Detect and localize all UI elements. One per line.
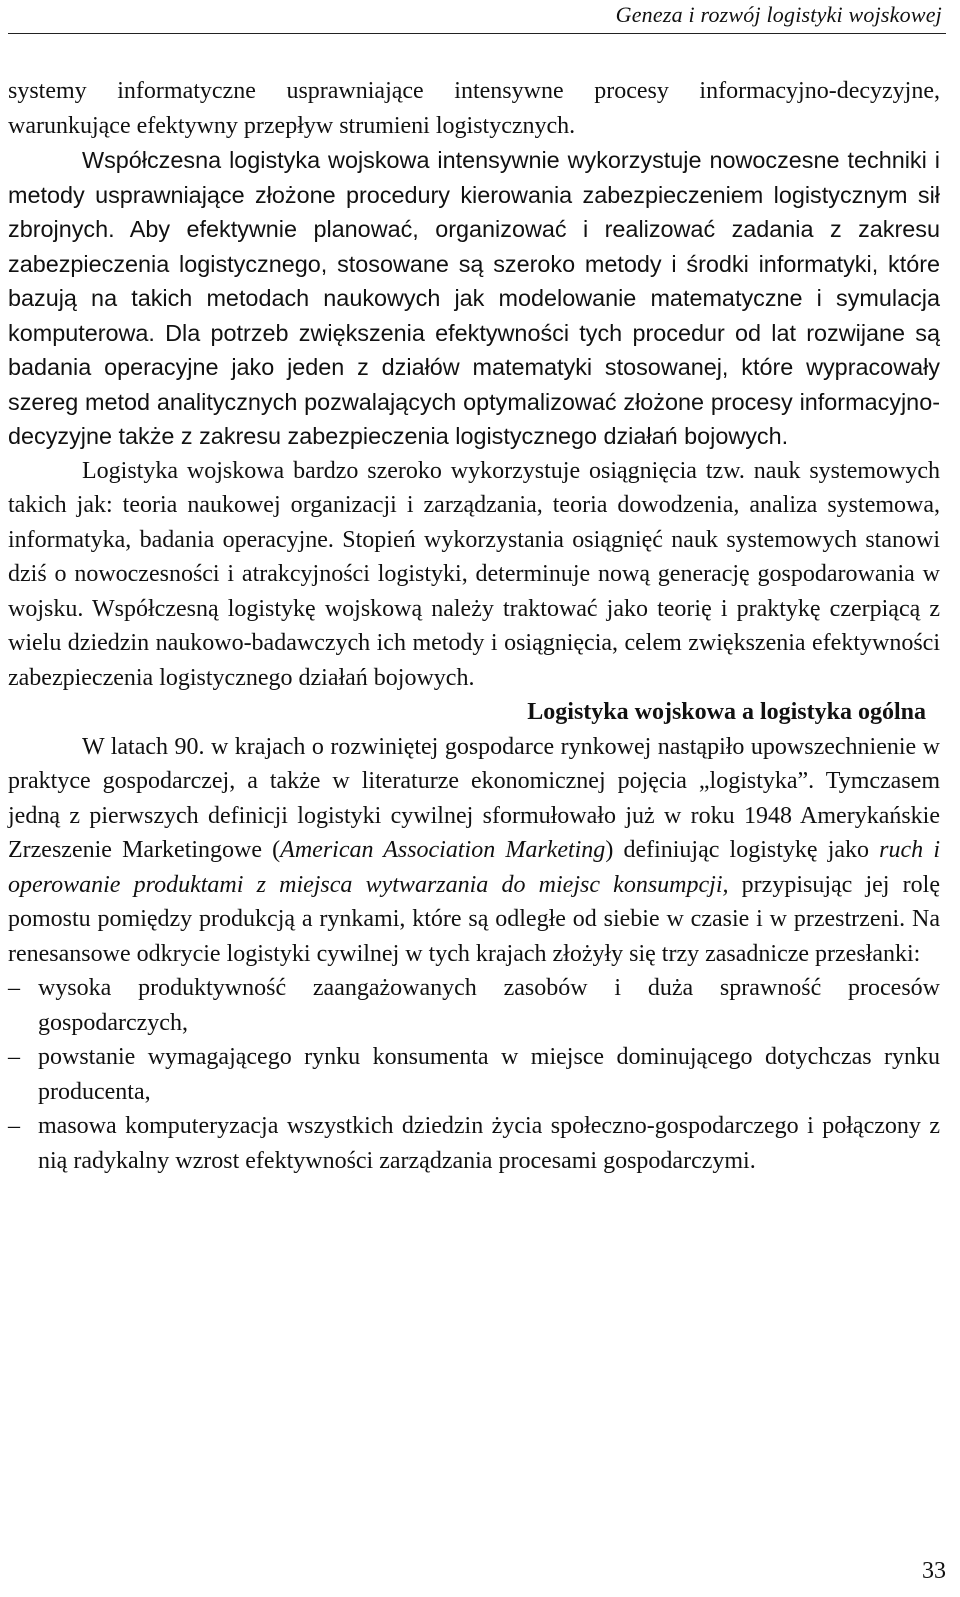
italic-organization-name: American Association Marketing — [280, 837, 606, 863]
dash-marker: – — [8, 1113, 20, 1139]
list-item — [8, 971, 940, 1040]
section-heading: Logistyka wojskowa a logistyka ogólna — [527, 699, 926, 725]
page-number: 33 — [922, 1558, 946, 1584]
premises-list — [8, 971, 940, 1178]
paragraph-modern-logistics: Współczesna logistyka wojskowa intensywnie wykorzystuje nowoczesne techniki i metody usprawniające złożone procedury kierowania zabezpieczeniem logistycznym sił zbrojnych. Aby efektywnie planować, organizować i realizować zadania z zakresu zabezpieczenia logistycznego, stosowane są szeroko metody i środki informatyki, które bazują na takich metodach naukowych jak modelowanie matematyczne i symulacja komputerowa. Dla potrzeb zwiększenia efektywności tych procedur od lat rozwijane są badania operacyjne jako jeden z działów matematyki stosowanej, które wypracowały szereg metod analitycznych pozwalających optymalizować złożone procesy informacyjno-decyzyjne także z zakresu zabezpieczenia logistycznego działań bojowych. — [8, 147, 940, 449]
running-header: Geneza i rozwój logistyki wojskowej — [615, 2, 942, 27]
text-segment: W latach 90. w krajach o rozwiniętej gospodarce rynkowej nastąpiło upowszechnienie w praktyce gospodarczej, a także w literaturze ekonomicznej pojęcia „logistyka”. Tymczasem jedną z pierwszych definicji logistyki cywilnej sformułowało już w roku 1948 Amerykańskie Zrzeszenie Marketingowe ( — [8, 733, 940, 863]
list-item — [8, 1109, 940, 1178]
dash-marker: – — [8, 975, 20, 1001]
dash-marker: – — [8, 1044, 20, 1070]
list-item — [8, 1040, 940, 1109]
list-item-text: wysoka produktywność zaangażowanych zasobów i duża sprawność procesów gospodarczych, — [38, 975, 940, 1036]
body-text — [8, 74, 940, 1178]
italic-definition: ruch i operowanie produktami z miejsca wytwarzania do miejsc konsumpcji, — [8, 837, 940, 898]
text-segment: przypisując jej rolę pomostu pomiędzy produkcją a rynkami, które są odległe od siebie w czasie i w przestrzeni. Na renesansowe odkrycie logistyki cywilnej w tych krajach złożyły się trzy zasadnicze przesłanki: — [8, 871, 940, 967]
list-item-text: masowa komputeryzacja wszystkich dziedzin życia społeczno-gospodarczego i połączony z nią radykalny wzrost efektywności zarządzania procesami gospodarczymi. — [38, 1113, 940, 1174]
paragraph-system-sciences: Logistyka wojskowa bardzo szeroko wykorzystuje osiągnięcia tzw. nauk systemowych takich jak: teoria naukowej organizacji i zarządzania, teoria dowodzenia, analiza systemowa, informatyka, badania operacyjne. Stopień wykorzystania osiągnięć nauk systemowych stanowi dziś o nowoczesności i atrakcyjności logistyki, determinuje nową generację gospodarowania w wojsku. Współczesną logistykę wojskową należy traktować jako teorię i praktykę czerpiącą z wielu dziedzin naukowo-badawczych ich metody i osiągnięcia, celem zwiększenia efektywności zabezpieczenia logistycznego działań bojowych. — [8, 457, 940, 691]
text-segment: ) definiując logistykę jako — [605, 837, 880, 863]
paragraph-civil-logistics — [8, 730, 940, 972]
paragraph-continued: systemy informatyczne usprawniające intensywne procesy informacyjno-decyzyjne, warunkujące efektywny przepływ strumieni logistycznych. — [8, 78, 940, 139]
header-rule — [8, 33, 946, 34]
list-item-text: powstanie wymagającego rynku konsumenta w miejsce dominującego dotychczas rynku producenta, — [38, 1044, 940, 1105]
